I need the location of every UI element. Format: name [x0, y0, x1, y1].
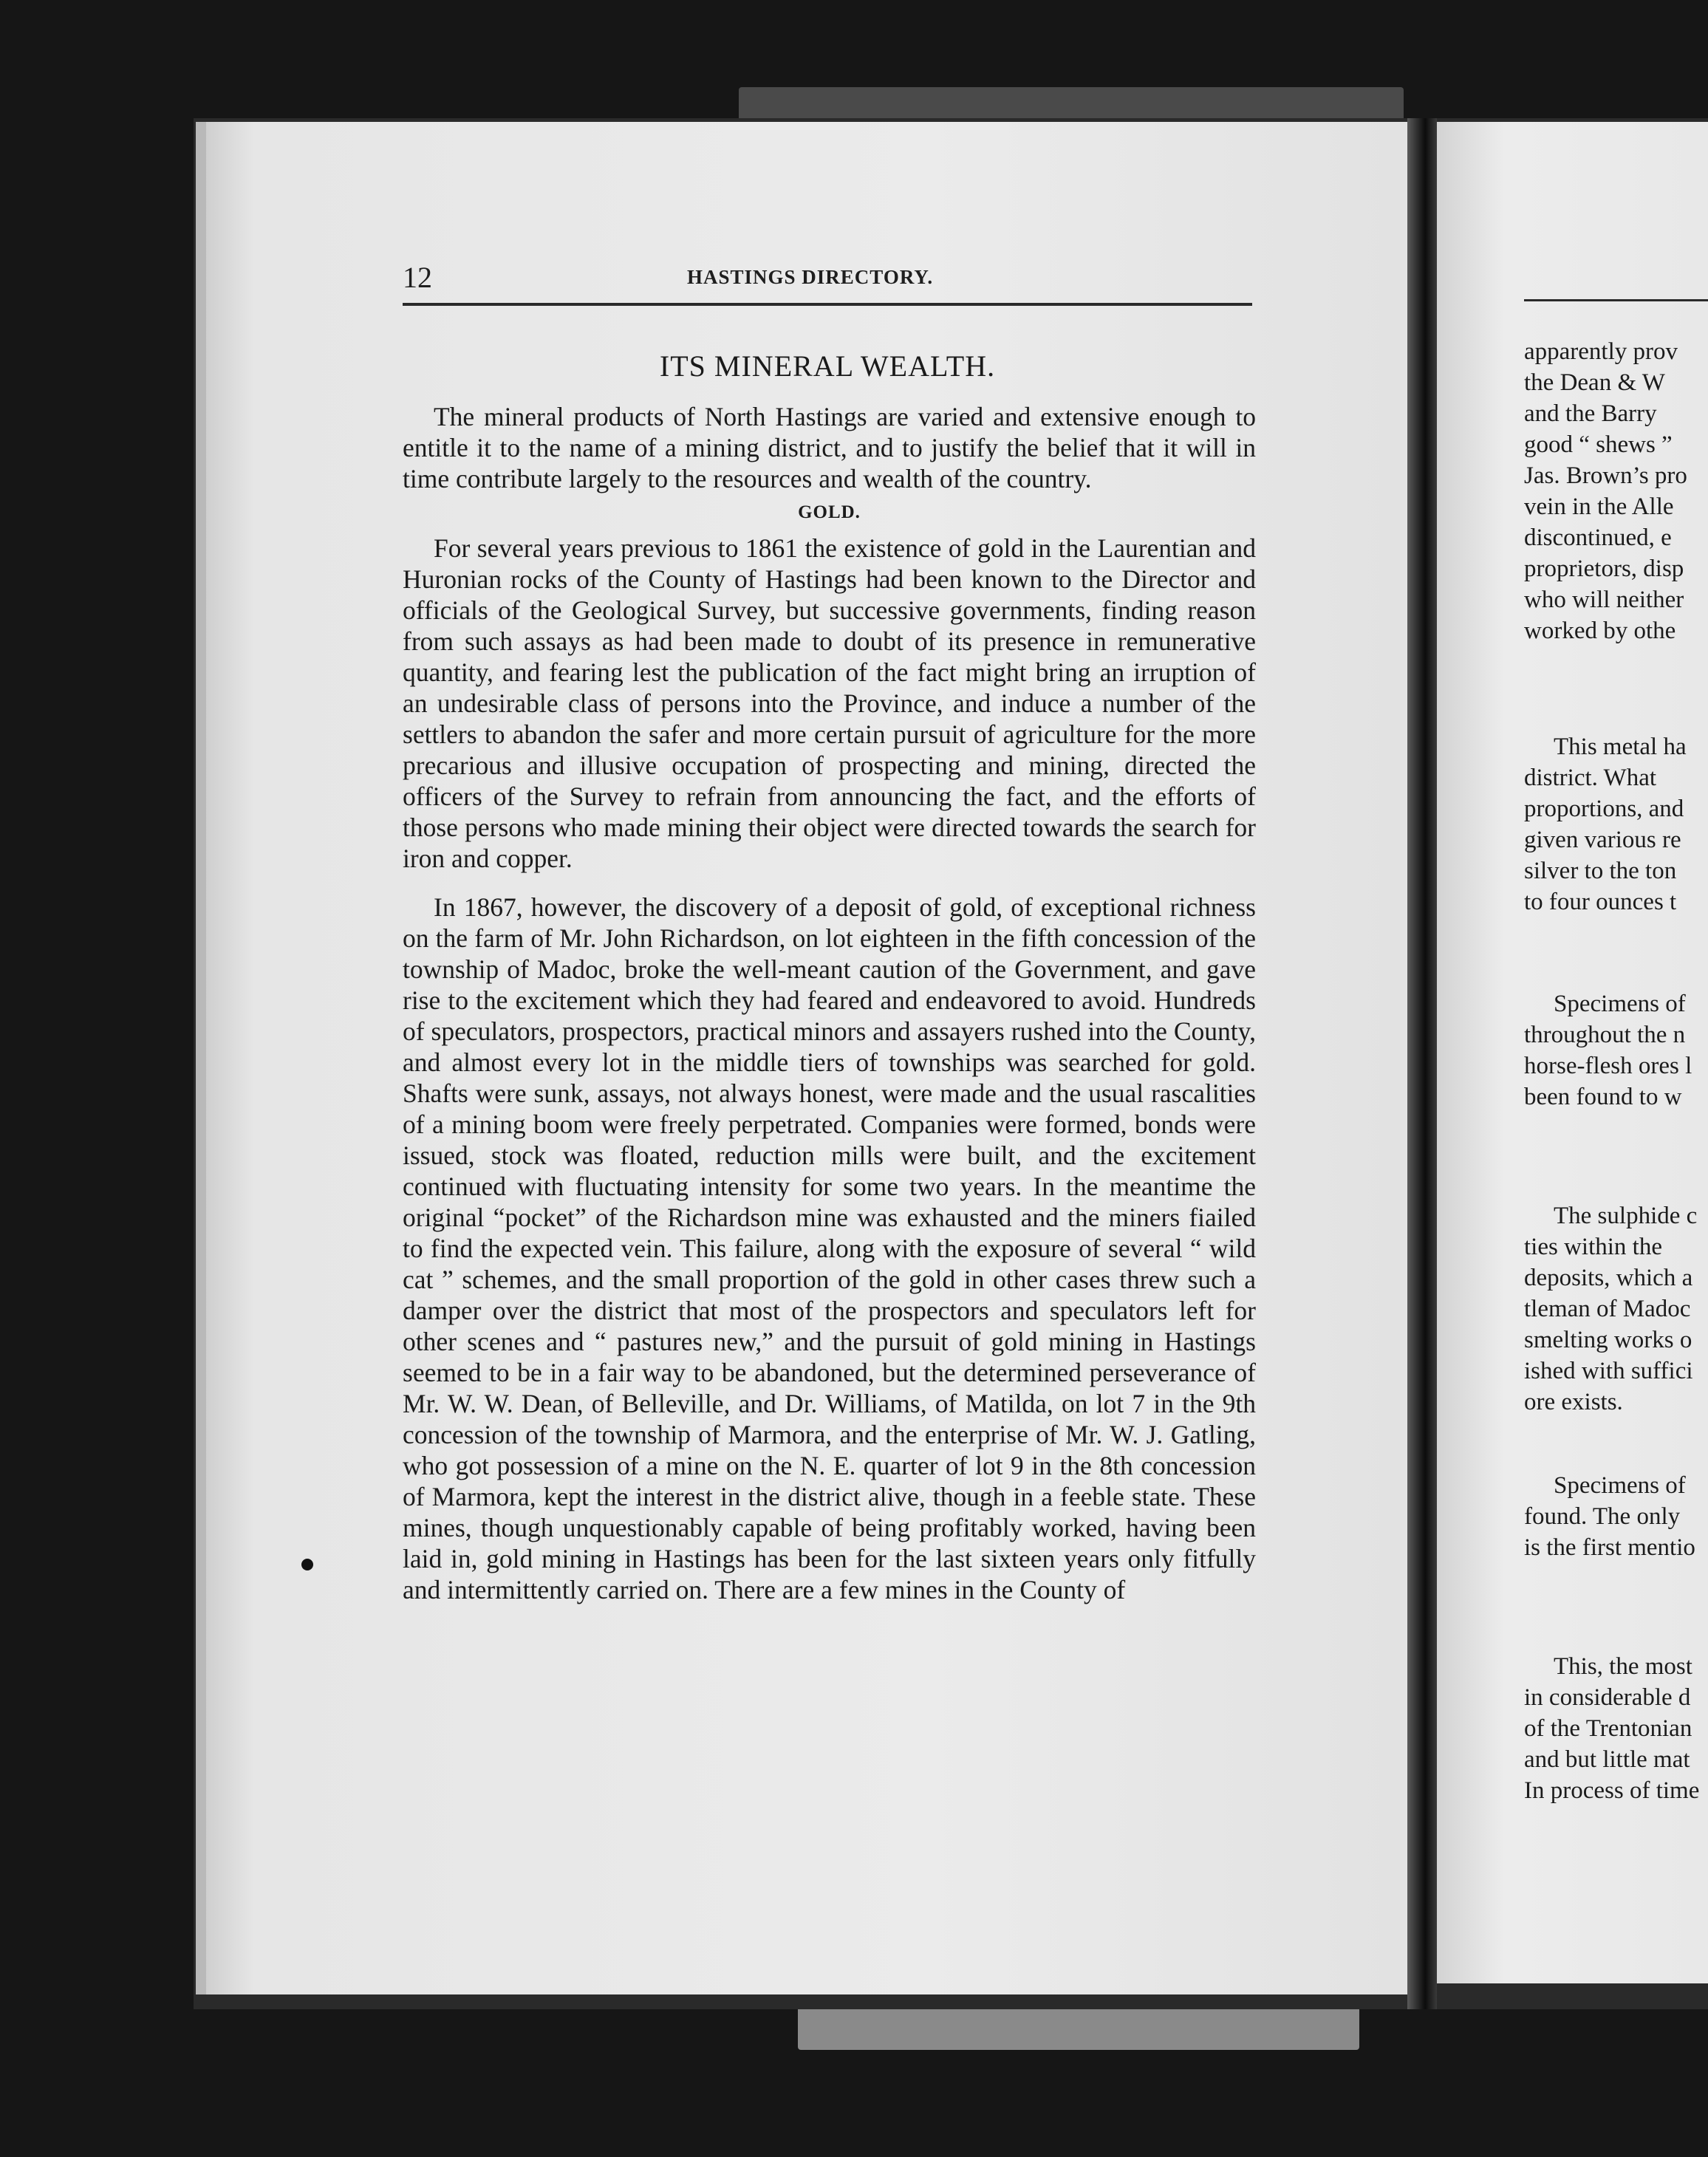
scanner-rail-top — [739, 87, 1404, 123]
right-line: Jas. Brown’s pro — [1524, 462, 1687, 489]
right-line: Specimens of — [1554, 991, 1686, 1017]
ink-speck — [301, 1559, 313, 1570]
right-line: proprietors, disp — [1524, 556, 1684, 582]
page-number: 12 — [403, 261, 432, 294]
right-line: tleman of Madoc — [1524, 1296, 1691, 1322]
right-line: apparently prov — [1524, 338, 1678, 365]
header-rule — [403, 303, 1252, 306]
right-line: This, the most — [1554, 1653, 1692, 1680]
right-line: ore exists. — [1524, 1389, 1623, 1415]
right-line: ties within the — [1524, 1234, 1662, 1260]
right-line: is the first mentio — [1524, 1534, 1695, 1561]
right-line: In process of time — [1524, 1777, 1700, 1804]
scanner-rail-bottom — [798, 2006, 1359, 2050]
right-line: good “ shews ” — [1524, 431, 1673, 458]
right-line: in considerable d — [1524, 1684, 1691, 1711]
right-line: This metal ha — [1554, 734, 1687, 760]
right-line: vein in the Alle — [1524, 493, 1674, 520]
right-line: and the Barry — [1524, 400, 1657, 427]
gold-paragraph-2: In 1867, however, the discovery of a deposit of gold, of exceptional richness on the farm of Mr. John Richardson, on lot eighteen in the fifth concession of the township of Madoc, broke the well-meant caution of the Government, and gave rise to the excitement which they had feared and endeavored to avoid. Hundreds of speculators, prospectors, practical minors and assayers rushed into the County, and almost every lot in the middle tiers of townships was searched for gold. Shafts were sunk, assays, not always honest, were made and the usual rascalities of a mining boom were freely perpetrated. Companies were formed, bonds were issued, stock was floated, reduction mills were built, and the excitement continued with fluctuating intensity for some two years. In the meantime the original “pocket” of the Richardson mine was exhausted and the miners fiailed to find the expected vein. This failure, along with the exposure of several “ wild cat ” schemes, and the small proportion of the gold in other cases threw such a damper over the district that most of the prospectors and speculators left for other scenes and “ pastures new,” and the pursuit of gold mining in Hastings seemed to be in a fair way to be abandoned, but the determined perseverance of Mr. W. W. Dean, of Belleville, and Dr. Williams, of Matilda, on lot 7 in the 9th concession of the township of Marmora, and the enterprise of Mr. W. J. Gatling, who got possession of a mine on the N. E. quarter of lot 9 in the 8th concession of Marmora, kept the interest in the district alive, though in a feeble state. These mines, though unquestionably capable of being profitably worked, having been laid in, gold mining in Hastings has been for the last sixteen years only fitfully and intermittently carried on. There are a few mines in the County of — [403, 892, 1256, 1604]
right-line: district. What — [1524, 765, 1657, 791]
right-line: of the Trentonian — [1524, 1715, 1692, 1742]
right-line: discontinued, e — [1524, 524, 1672, 551]
right-line: the Dean & W — [1524, 369, 1665, 396]
header-title: HASTINGS DIRECTORY. — [687, 266, 934, 288]
right-line: horse-flesh ores l — [1524, 1053, 1692, 1079]
right-header-rule — [1524, 299, 1708, 301]
right-line: been found to w — [1524, 1084, 1682, 1110]
right-line: found. The only — [1524, 1503, 1681, 1530]
right-line: Specimens of — [1554, 1472, 1686, 1499]
right-line: The sulphide c — [1554, 1203, 1698, 1229]
book-gutter — [1407, 118, 1437, 2009]
intro-paragraph: The mineral products of North Hastings are varied and extensive enough to entitle it to the name of a mining district, and to justify the belief that it will in time contribute largely to the resources and wealth of the country. — [403, 402, 1256, 493]
section-heading: ITS MINERAL WEALTH. — [659, 349, 996, 383]
gold-subheading: GOLD. — [798, 502, 861, 522]
right-line: deposits, which a — [1524, 1265, 1693, 1291]
right-line: silver to the ton — [1524, 858, 1677, 884]
right-line: ished with suffici — [1524, 1358, 1693, 1384]
right-line: given various re — [1524, 827, 1681, 853]
right-line: proportions, and — [1524, 796, 1684, 822]
body-text — [403, 401, 1256, 1605]
right-line: to four ounces t — [1524, 889, 1677, 915]
right-line: and but little mat — [1524, 1746, 1690, 1773]
gold-paragraph-1: For several years previous to 1861 the existence of gold in the Laurentian and Huronian rocks of the County of Hastings had been known to the Director and officials of the Geological Survey, but successive governments, finding reason from such assays as had been made to doubt of its presence in remunerative quantity, and fearing lest the publication of the fact might bring an irruption of an undesirable class of persons into the Province, and induce a number of the settlers to abandon the safer and more certain pursuit of agriculture for the more precarious and illusive occupation of prospecting and mining, directed the officers of the Survey to refrain from announcing the fact, and the efforts of those persons who made mining their object were directed towards the search for iron and copper. — [403, 533, 1256, 873]
right-line: who will neither — [1524, 587, 1684, 613]
right-line: smelting works o — [1524, 1327, 1692, 1353]
right-line: worked by othe — [1524, 618, 1676, 644]
running-head — [403, 260, 1252, 304]
right-line: throughout the n — [1524, 1022, 1686, 1048]
